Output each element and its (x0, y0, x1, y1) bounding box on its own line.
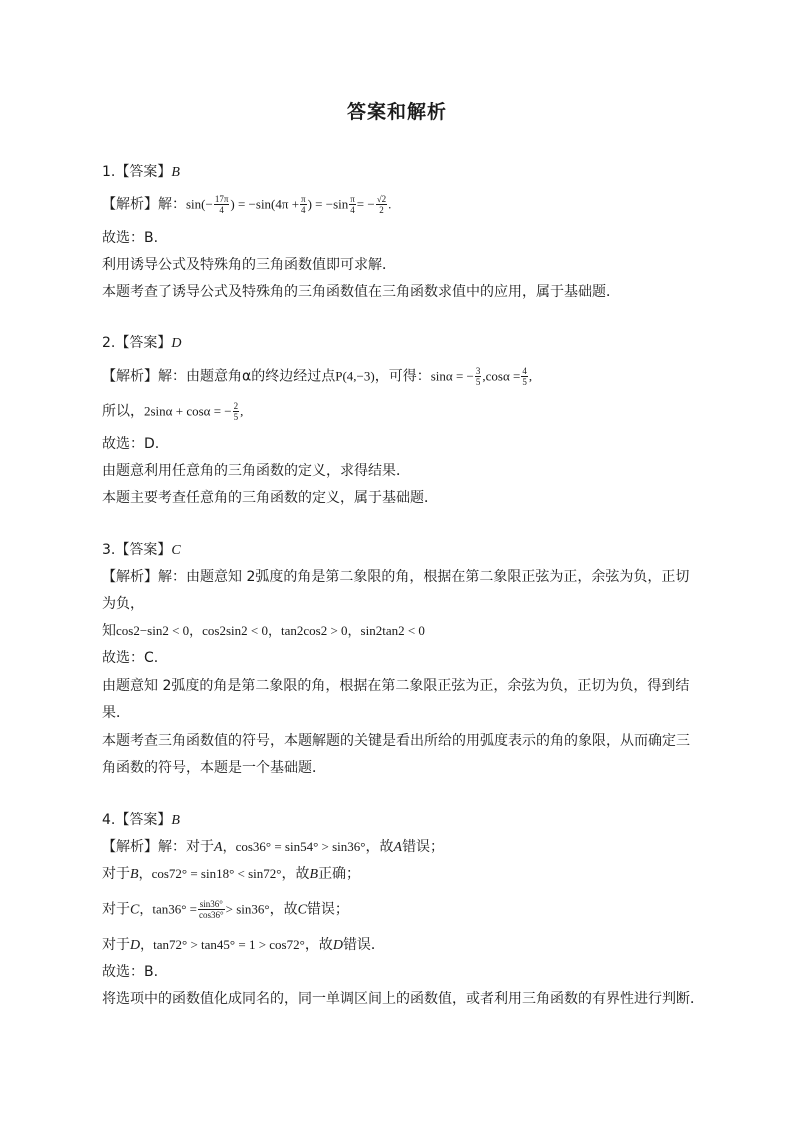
q4-l1-mid: ，故 (365, 839, 394, 855)
q4-l3-frac-num: sin36° (199, 899, 223, 909)
q1-frac-4-num: √2 (376, 194, 387, 204)
q4-l1-math: ，cos36° = sin54° > sin36° (222, 839, 366, 854)
q1-answer-value: B (171, 165, 180, 180)
q4-l1-var: A (214, 840, 223, 855)
q3-line3 (102, 621, 425, 641)
q3-line7: 本题考查三角函数值的符号，本题解题的关键是看出所给的用弧度表示的角的象限，从而确定三 (102, 733, 690, 749)
q2-line2-end: , (240, 403, 244, 419)
q1-analysis-label: 【解析】 (102, 196, 158, 213)
q4-analysis-label: 【解析】 (102, 839, 158, 855)
q4-l1-end: 错误； (402, 839, 445, 855)
q2-line2-prefix: 所以， (102, 403, 144, 420)
q1-frac-3-den: 4 (350, 205, 355, 215)
q3-answer-value: C (171, 543, 181, 558)
q3-analysis-text: 解：由题意知 2弧度的角是第二象限的角，根据在第二象限正弦为正，余弦为负，正切 (158, 569, 690, 585)
q1-math-d: = − (356, 196, 375, 212)
q1-frac-1 (214, 194, 230, 215)
q4-l4-math: ，tan72° > tan45° = 1 > cos72° (140, 937, 305, 952)
q4-l3-frac-den: cos36° (199, 910, 224, 920)
q1-math-b: ) = −sin(4π + (230, 196, 300, 212)
q2-frac-1 (475, 366, 482, 387)
q1-frac-2 (300, 194, 307, 215)
q4-l1-var2: A (393, 840, 403, 855)
q3-line6: 果． (102, 705, 130, 721)
q1-frac-3 (349, 194, 356, 215)
q4-answer-value: B (171, 813, 180, 828)
q4-l2-var: B (130, 867, 139, 882)
q4-line3 (102, 899, 349, 921)
q3-analysis-label: 【解析】 (102, 569, 158, 585)
q4-l4-var: D (130, 938, 141, 953)
q4-l3-math: ，tan36° = (139, 901, 198, 917)
q3-line2: 为负， (102, 596, 144, 612)
q4-line4 (102, 935, 385, 956)
q2-point: P(4,−3) (335, 368, 375, 384)
q1-frac-4 (376, 194, 387, 215)
q1-answer-line (102, 162, 180, 183)
q4-method: 将选项中的函数值化成同名的，同一单调区间上的函数值，或者利用三角函数的有界性进行判断． (102, 991, 704, 1007)
q1-frac-2-num: π (301, 194, 306, 204)
q3-line5: 由题意知 2弧度的角是第二象限的角，根据在第二象限正弦为正，余弦为负，正切为负，得到结 (102, 678, 690, 694)
q4-l2-mid: ，故 (281, 866, 310, 882)
q1-math-a: sin(− (186, 196, 213, 212)
q3-answer-line (102, 540, 181, 561)
q1-choice: 故选：B. (102, 230, 159, 246)
q2-line2-frac-num: 2 (233, 401, 239, 411)
q4-l2-prefix: 对于 (102, 866, 130, 882)
q1-method: 利用诱导公式及特殊角的三角函数值即可求解． (102, 257, 396, 273)
q1-math-end: . (388, 196, 392, 212)
q1-frac-4-den: 2 (376, 204, 387, 215)
q1-answer-label: 【答案】 (115, 164, 172, 180)
q3-analysis-line (102, 567, 689, 587)
q2-frac-2-den: 5 (522, 377, 527, 387)
q2-analysis-mid: ，可得： (374, 368, 431, 385)
q4-l3-after: > sin36° (225, 901, 270, 917)
q3-number: 3. (102, 542, 116, 558)
q3-line8: 角函数的符号，本题是一个基础题． (102, 760, 326, 776)
q3-answer-label: 【答案】 (115, 542, 172, 558)
q1-frac-1-den: 4 (214, 204, 230, 215)
q2-frac-2-num: 4 (522, 366, 527, 376)
q1-frac-1-num: 17π (214, 194, 229, 204)
q2-frac-2 (521, 366, 528, 387)
q1-frac-3-num: π (350, 194, 355, 204)
q4-l3-frac (198, 899, 225, 920)
q2-line2-frac (233, 401, 240, 422)
q2-choice: 故选：D. (102, 436, 160, 452)
q4-answer-line (102, 810, 180, 831)
q2-answer-line (102, 333, 181, 354)
q4-l3-end: 错误； (306, 901, 349, 918)
q2-frac-1-num: 3 (475, 366, 481, 376)
q4-l2-math: ，cos72° = sin18° < sin72° (138, 866, 282, 881)
q2-sin: sinα = − (430, 368, 474, 384)
q3-line3-math: cos2−sin2 < 0，cos2sin2 < 0，tan2cos2 > 0，sin2tan2 < 0 (116, 623, 425, 638)
q2-analysis-label: 【解析】 (102, 368, 158, 385)
q1-math-c: ) = −sin (307, 196, 349, 212)
q4-l3-mid: ，故 (269, 901, 298, 918)
q4-l4-var2: D (332, 938, 343, 953)
q4-l2-var2: B (309, 867, 319, 882)
q2-analysis-prefix: 解：由题意角α的终边经过点 (158, 368, 336, 385)
q2-method: 由题意利用任意角的三角函数的定义，求得结果． (102, 463, 410, 479)
q2-line2-math: 2sinα + cosα = − (144, 403, 232, 419)
q2-line2-frac-den: 5 (233, 412, 239, 422)
q2-answer-value: D (171, 336, 182, 351)
q1-summary: 本题考查了诱导公式及特殊角的三角函数值在三角函数求值中的应用，属于基础题． (102, 284, 620, 300)
page-title: 答案和解析 (346, 101, 447, 123)
q2-number: 2. (102, 335, 116, 351)
q3-line3-prefix: 知 (102, 623, 116, 639)
q4-l1-prefix: 解：对于 (158, 839, 214, 855)
q2-answer-label: 【答案】 (115, 335, 172, 351)
q2-line2 (102, 401, 243, 422)
q4-l4-prefix: 对于 (102, 937, 130, 953)
q4-l3-var2: C (297, 902, 307, 918)
q4-line2 (102, 864, 360, 885)
q4-l3-var: C (130, 902, 140, 918)
q4-l4-end: 错误． (342, 937, 385, 953)
q2-math-end: , (528, 368, 533, 384)
q4-l2-end: 正确； (318, 866, 361, 882)
q1-frac-2-den: 4 (301, 205, 306, 215)
q4-choice: 故选：B. (102, 964, 159, 980)
q4-l4-mid: ，故 (304, 937, 333, 953)
q2-cos: ,cosα = (482, 368, 521, 384)
q4-line1 (102, 837, 444, 858)
q1-number: 1. (102, 164, 116, 180)
q2-summary: 本题主要考查任意角的三角函数的定义，属于基础题． (102, 490, 438, 506)
q1-analysis-prefix: 解： (158, 196, 186, 213)
q4-answer-label: 【答案】 (115, 812, 172, 828)
q2-analysis-line (102, 366, 532, 387)
q2-frac-1-den: 5 (475, 377, 481, 387)
q1-analysis-line (102, 194, 391, 215)
q4-l3-prefix: 对于 (102, 901, 130, 918)
q3-choice: 故选：C. (102, 650, 159, 666)
q4-number: 4. (102, 812, 116, 828)
